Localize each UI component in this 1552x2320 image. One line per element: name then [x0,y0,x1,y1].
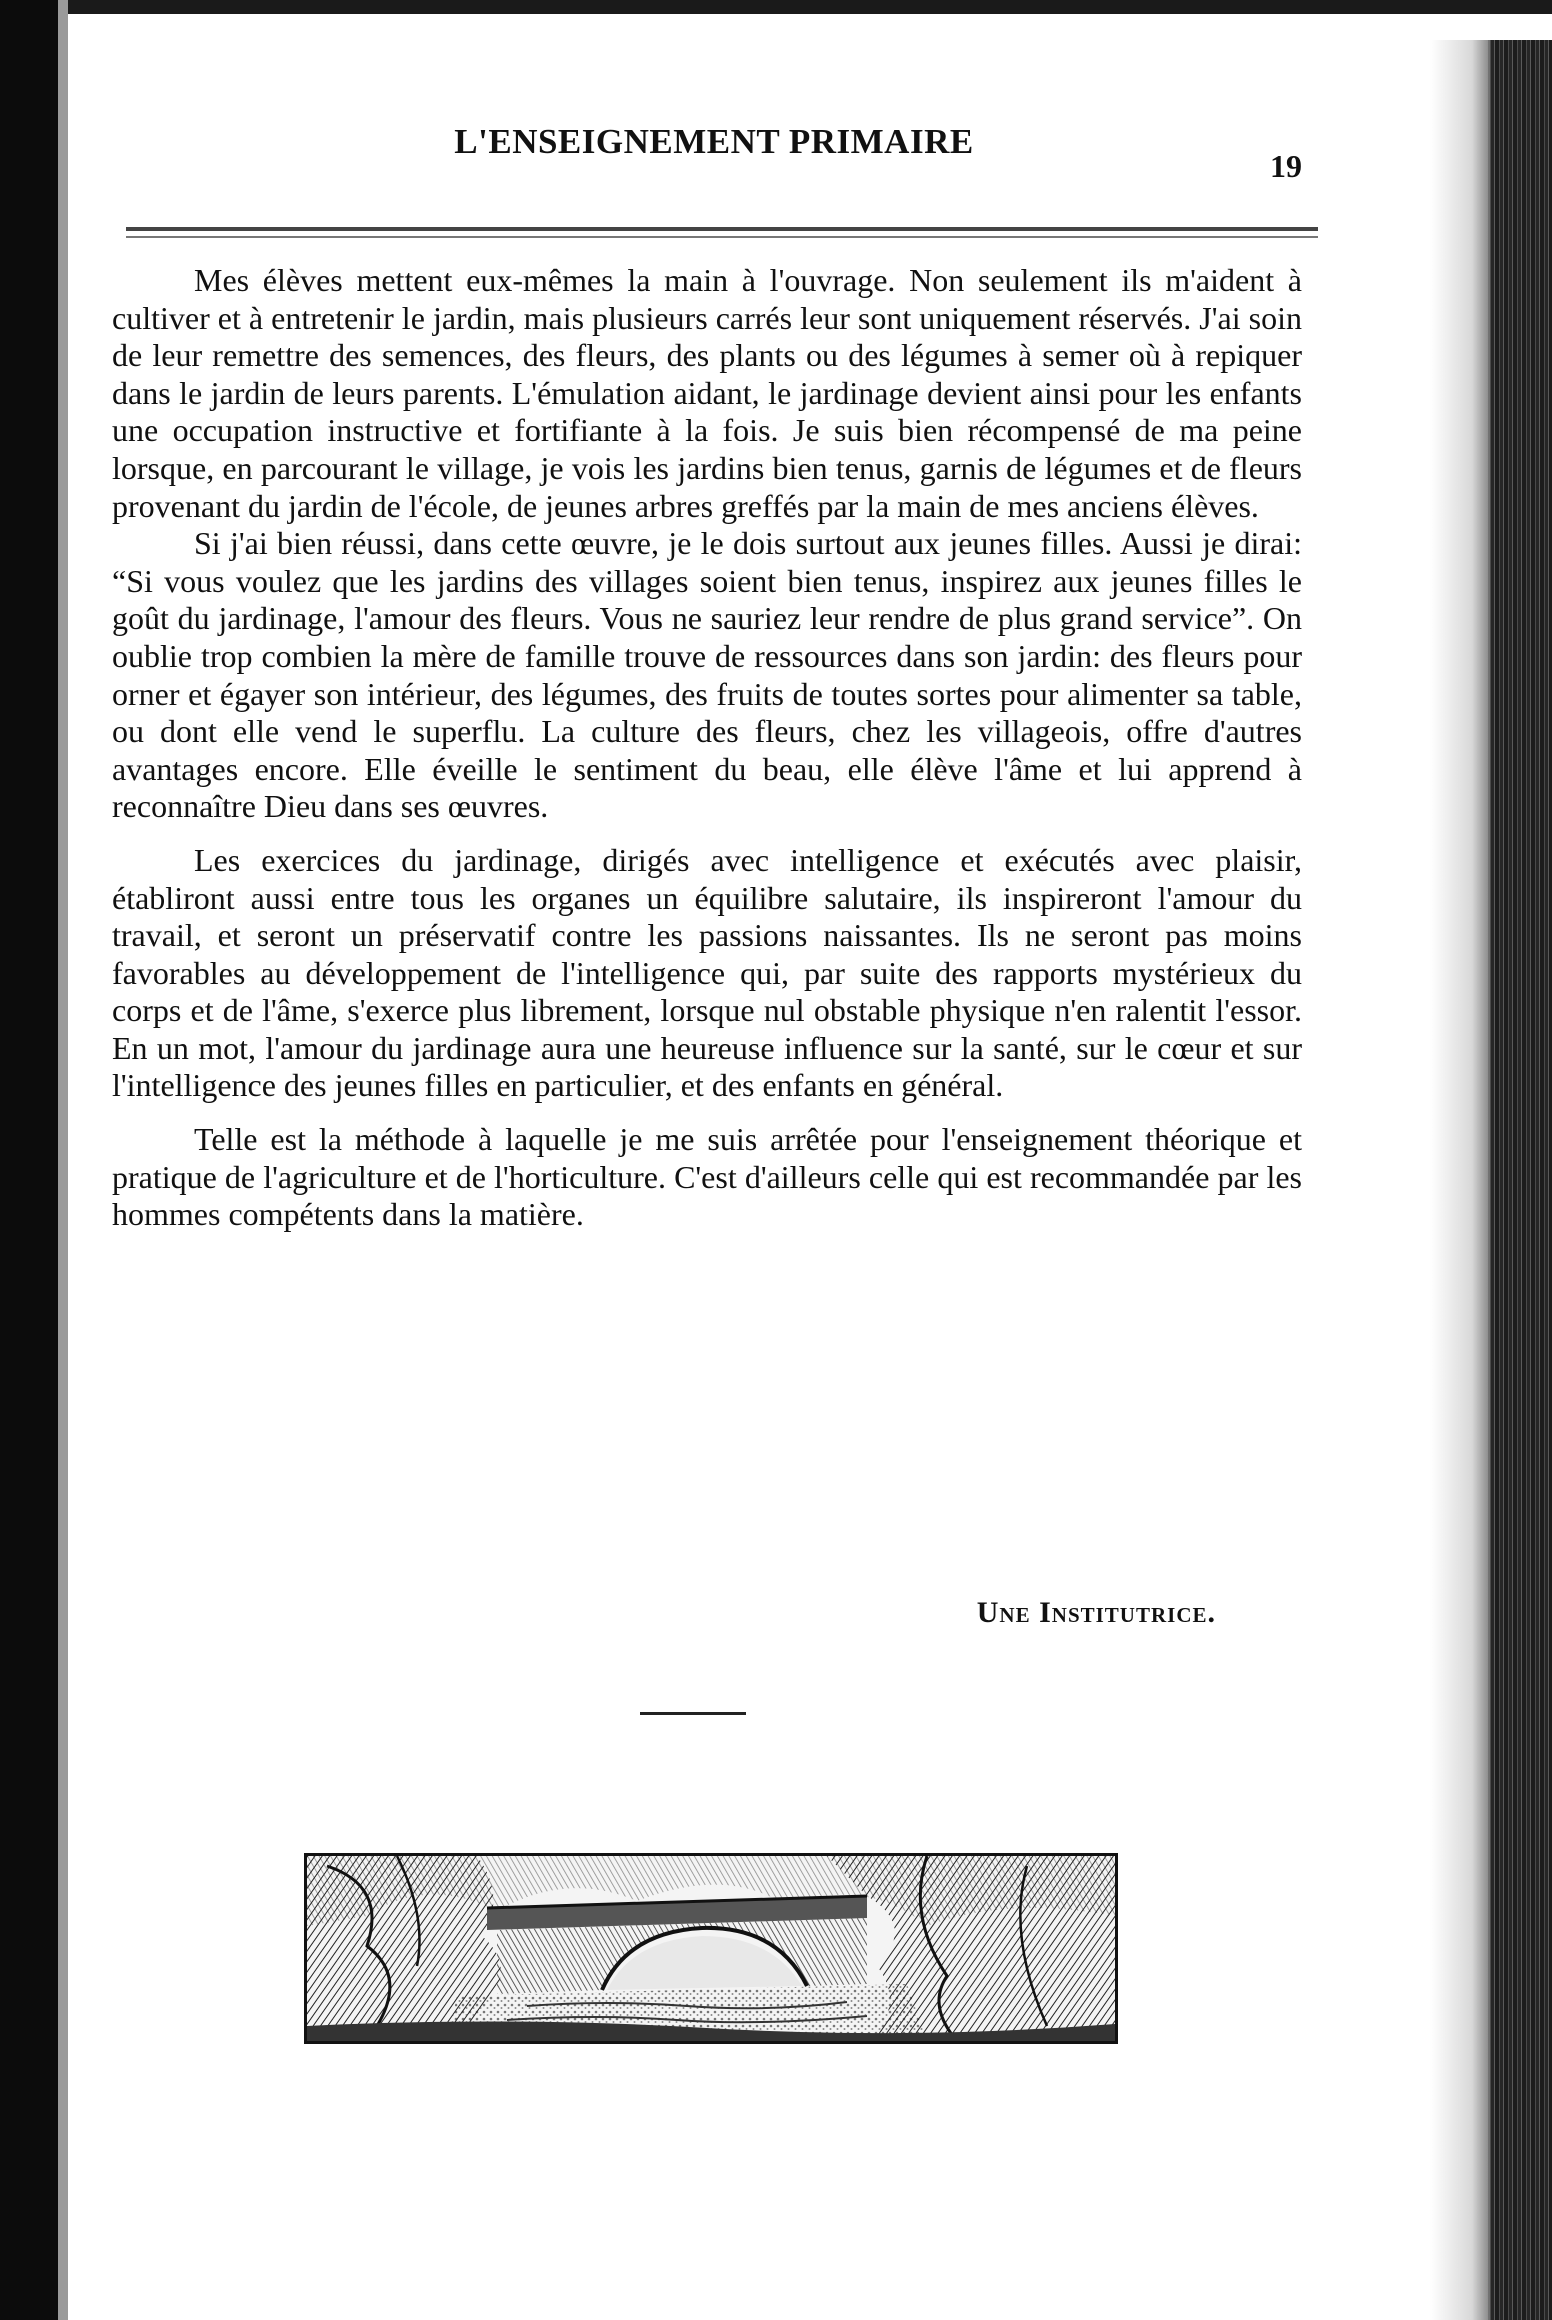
scan-left-margin [58,0,68,2320]
scan-top-edge [0,0,1552,14]
author-signature: Une Institutrice. [976,1596,1216,1629]
paragraph-1: Mes élèves mettent eux-mêmes la main à l'ouvrage. Non seulement ils m'aident à cultiver et à entretenir le jardin, mais plusieurs carrés leur sont uniquement réservés. J'ai soin de leur remettre des semences, des fleurs, des plants ou des légumes à semer où à repiquer dans le jardin de leurs parents. L'émulation aidant, le jardinage devient ainsi pour les enfants une occupation instructive et fortifiante à la fois. Je suis bien récompensé de ma peine lorsque, en parcourant le village, je vois les jardins bien tenus, garnis de légumes et de fleurs provenant du jardin de l'école, de jeunes arbres greffés par la main de mes anciens élèves. [112,262,1302,524]
scan-left-binding [0,0,58,2320]
section-separator-rule [640,1712,746,1715]
page-gutter-shadow [1430,40,1490,2320]
page-number: 19 [1270,148,1302,184]
header-rule [126,227,1318,231]
bridge-vignette-image [304,1853,1118,2044]
paragraph-4: Telle est la méthode à laquelle je me suis arrêtée pour l'enseignement théorique et pratique de l'agriculture et de l'horticulture. C'est d'ailleurs celle qui est recommandée par les hommes compétents dans la matière. [112,1121,1302,1233]
article-body [112,262,1302,1234]
paragraph-3: Les exercices du jardinage, dirigés avec intelligence et exécutés avec plaisir, établiront aussi entre tous les organes un équilibre salutaire, ils inspireront l'amour du travail, et seront un préservatif contre les passions naissantes. Ils ne seront pas moins favorables au développement de l'intelligence qui, par suite des rapports mystérieux du corps et de l'âme, s'exerce plus librement, lorsque nul obstable physique n'en ralentit l'essor. En un mot, l'amour du jardinage aura une heureuse influence sur la santé, sur le cœur et sur l'intelligence des jeunes filles en particulier, et des enfants en général. [112,841,1302,1104]
bridge-illustration [307,1856,1115,2041]
paragraph-2: Si j'ai bien réussi, dans cette œuvre, je le dois surtout aux jeunes filles. Aussi je dirai: “Si vous voulez que les jardins des villages soient bien tenus, inspirez aux jeunes filles le goût du jardinage, l'amour des fleurs. Vous ne sauriez leur rendre de plus grand service”. On oublie trop combien la mère de famille trouve de ressources dans son jardin: des fleurs pour orner et égayer son intérieur, des légumes, des fruits de toutes sortes pour alimenter sa table, ou dont elle vend le superflu. La culture des fleurs, chez les villageois, offre d'autres avantages encore. Elle éveille le sentiment du beau, elle élève l'âme et lui apprend à reconnaître Dieu dans ses œuvres. [112,525,1302,825]
page-stack-edges [1490,40,1552,2320]
running-head-title: L'ENSEIGNEMENT PRIMAIRE [454,122,974,161]
header-rule-thin [126,236,1318,238]
